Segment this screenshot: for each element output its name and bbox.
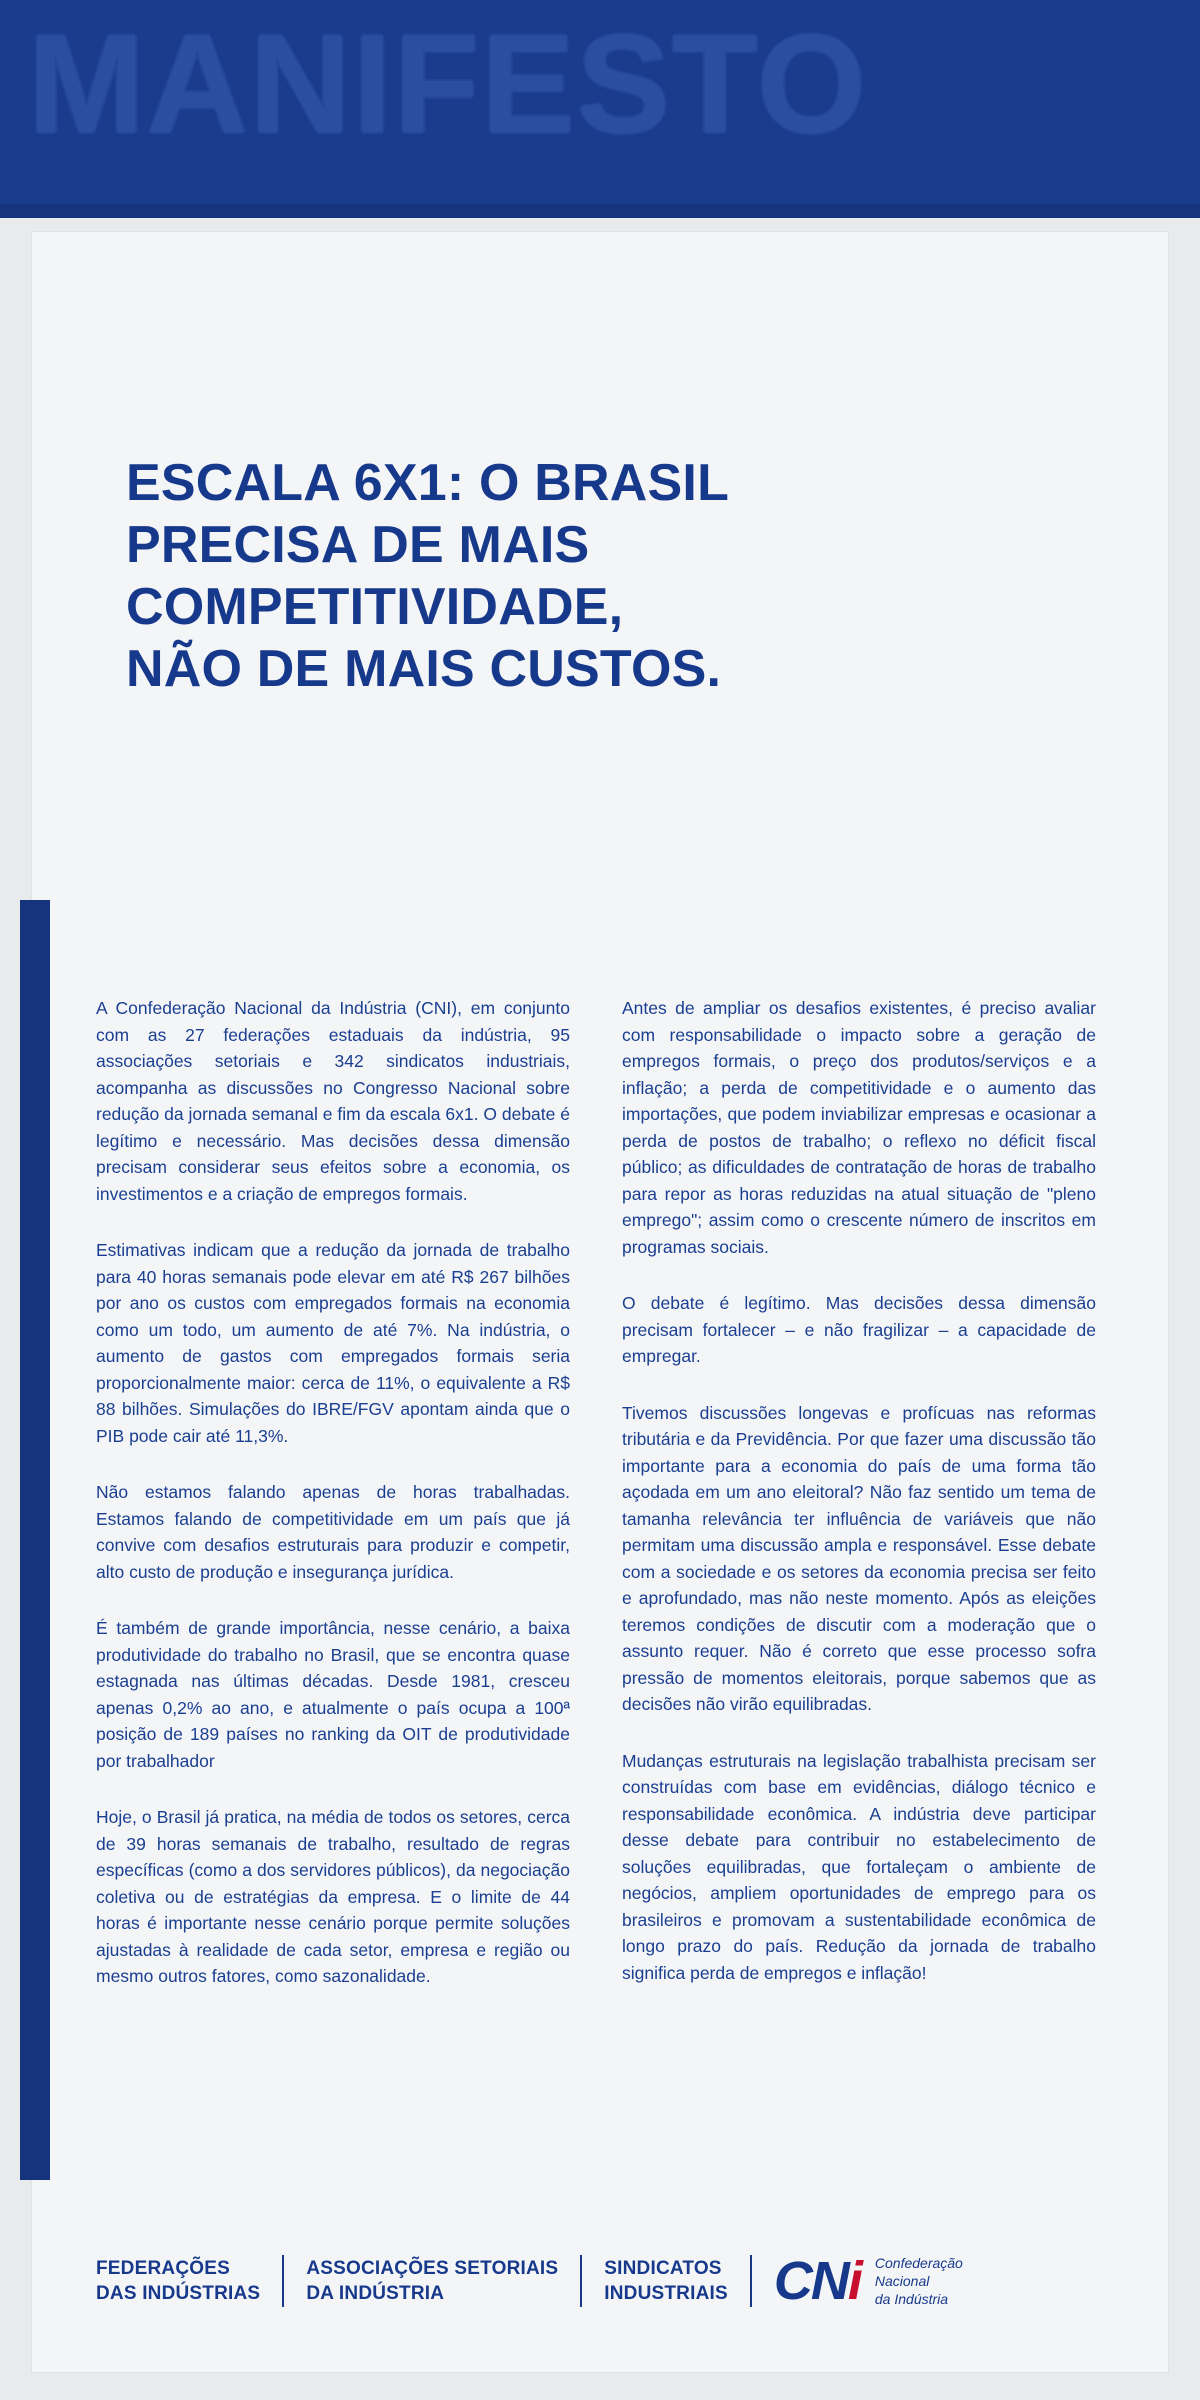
footer-item-line-2: INDUSTRIAIS <box>604 2283 728 2304</box>
paragraph: Mudanças estruturais na legislação trabalhista precisam ser construídas com base em evidências, diálogo técnico e responsabilidade econômica. A indústria deve participar desse debate para contribuir no estabelecimento de soluções equilibradas, que fortaleçam o ambiente de negócios, ampliem oportunidades de emprego para os brasileiros e promovam a sustentabilidade econômica de longo prazo do país. Redução da jornada de trabalho significa perda de empregos e inflação! <box>622 1750 1096 1983</box>
page-title-line-3: COMPETITIVIDADE, <box>126 578 624 636</box>
page-title-line-2: PRECISA DE MAIS <box>126 516 590 574</box>
banner <box>0 0 1200 218</box>
paragraph: Hoje, o Brasil já pratica, na média de todos os setores, cerca de 39 horas semanais de trabalho, resultado de regras específicas (como a dos servidores públicos), da negociação coletiva ou de estratégias da empresa. E o limite de 44 horas é importante nesse cenário porque permite soluções ajustadas à realidade de cada setor, empresa e região ou mesmo outros fatores, como sazonalidade. <box>96 1807 570 1986</box>
footer-item-line-2: DA INDÚSTRIA <box>306 2283 445 2304</box>
footer-item-line-1: FEDERAÇÕES <box>96 2258 230 2279</box>
footer-item-sindicatos <box>604 2256 728 2306</box>
paragraph: Antes de ampliar os desafios existentes, é preciso avaliar com responsabilidade o impacto sobre a geração de empregos formais, o preço dos produtos/serviços e a inflação; a perda de competitividade e o aumento das importações, que podem inviabilizar empresas e ocasionar a perda de postos de trabalho; o reflexo no déficit fiscal público; as dificuldades de contratação de horas de trabalho para repor as horas reduzidas na atual situação de "pleno emprego"; assim como o crescente número de inscritos em programas sociais. <box>622 998 1096 1257</box>
footer-item-line-2: DAS INDÚSTRIAS <box>96 2283 261 2304</box>
footer-item-federacoes <box>96 2256 260 2306</box>
paragraph: O debate é legítimo. Mas decisões dessa dimensão precisam fortalecer – e não fragilizar – a capacidade de empregar. <box>622 1293 1096 1366</box>
cni-logo <box>773 2251 963 2311</box>
page-title-line-1: ESCALA 6X1: O BRASIL <box>126 454 730 512</box>
body-column-right <box>622 995 1096 1990</box>
footer <box>96 2246 1106 2316</box>
footer-divider <box>750 2255 752 2307</box>
banner-wordmark: MANIFESTO <box>28 5 868 162</box>
banner-bottom-strip <box>0 204 1200 218</box>
body-column-left <box>96 995 570 1990</box>
footer-item-line-1: SINDICATOS <box>604 2258 722 2279</box>
cni-subtitle-line-2: Nacional <box>874 2273 930 2289</box>
paragraph: A Confederação Nacional da Indústria (CNI), em conjunto com as 27 federações estaduais da indústria, 95 associações setoriais e 342 sindicatos industriais, acompanha as discussões no Congresso Nacional sobre redução da jornada semanal e fim da escala 6x1. O debate é legítimo e necessário. Mas decisões dessa dimensão precisam considerar seus efeitos sobre a economia, os investimentos e a criação de empregos formais. <box>96 998 570 1204</box>
cni-subtitle-line-1: Confederação <box>874 2255 963 2271</box>
paragraph: Tivemos discussões longevas e profícuas nas reformas tributária e da Previdência. Por que fazer uma discussão tão importante para a economia do país de uma forma tão açodada em um ano eleitoral? Não faz sentido um tema de tamanha relevância ter influência de variáveis que não permitam uma discussão ampla e responsável. Esse debate com a sociedade e os setores da economia precisa ser feito e aprofundado, mas não neste momento. Após as eleições teremos condições de discutir com a moderação que o assunto requer. Não é correto que esse processo sofra pressão de momentos eleitorais, porque sabemos que as decisões não virão equilibradas. <box>622 1402 1096 1714</box>
footer-divider <box>580 2255 582 2307</box>
side-accent-bar <box>20 900 50 2180</box>
paragraph: É também de grande importância, nesse cenário, a baixa produtividade do trabalho no Brasil, que se encontra quase estagnada nas últimas décadas. Desde 1981, cresceu apenas 0,2% ao ano, e atualmente o país ocupa a 100ª posição de 189 países no ranking da OIT de produtividade por trabalhador <box>96 1618 570 1771</box>
page-title <box>126 452 1086 700</box>
cni-wordmark-cn: CN <box>773 2251 848 2311</box>
page-title-line-4: NÃO DE MAIS CUSTOS. <box>126 640 722 698</box>
body-columns <box>96 995 1096 1990</box>
cni-wordmark <box>773 2251 861 2311</box>
paragraph: Não estamos falando apenas de horas trabalhadas. Estamos falando de competitividade em um país que já convive com desafios estruturais para produzir e competir, alto custo de produção e insegurança jurídica. <box>96 1482 570 1582</box>
cni-wordmark-i: i <box>847 2251 861 2311</box>
paragraph: Estimativas indicam que a redução da jornada de trabalho para 40 horas semanais pode elevar em até R$ 267 bilhões por ano os custos com empregados formais na economia como um todo, um aumento de até 7%. Na indústria, o aumento de gastos com empregados formais seria proporcionalmente maior: cerca de 11%, o equivalente a R$ 88 bilhões. Simulações do IBRE/FGV apontam ainda que o PIB pode cair até 11,3%. <box>96 1240 570 1446</box>
footer-item-associacoes <box>306 2256 558 2306</box>
cni-subtitle-line-3: da Indústria <box>874 2291 949 2307</box>
footer-item-line-1: ASSOCIAÇÕES SETORIAIS <box>306 2258 559 2279</box>
cni-subtitle <box>875 2254 963 2308</box>
footer-divider <box>282 2255 284 2307</box>
